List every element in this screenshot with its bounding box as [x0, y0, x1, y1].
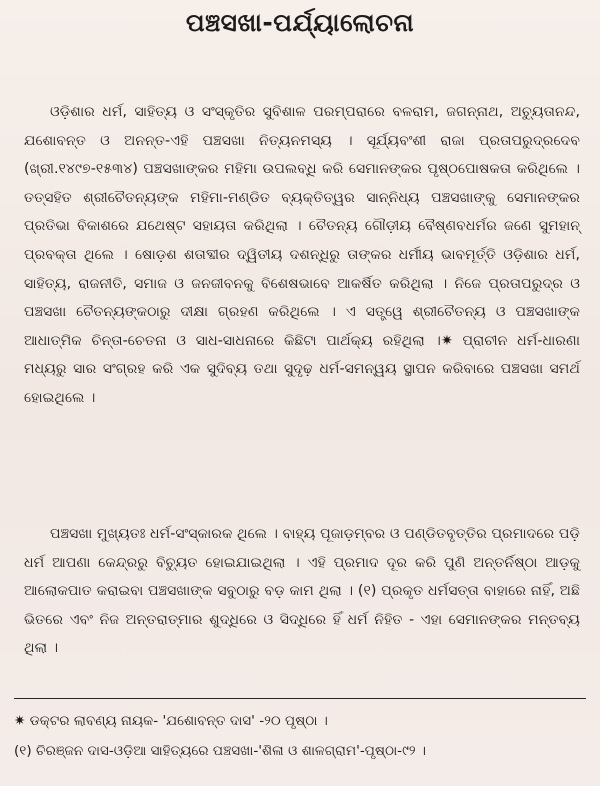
footnote-2: (୧) ଚିରଞ୍ଜନ ଦାସ-ଓଡ଼ିଆ ସାହିତ୍ୟରେ ପଞ୍ଚସଖା-'ଶିଳା ଓ ଶାଳଗ୍ରାମ'-ପୃଷ୍ଠା-୯୨ ।: [14, 743, 427, 759]
footnote-divider: [14, 698, 586, 699]
footnote-1: ✷ ଡକ୍ଟର ଲାବଣ୍ୟ ନାୟକ- 'ଯଶୋବନ୍ତ ଦାସ' -୨୦ ପୃଷ୍ଠା ।: [14, 713, 328, 729]
page-title: ପଞ୍ଚସଖା-ପର୍ଯ୍ୟାଲୋଚନା: [185, 8, 415, 37]
body-paragraph-2: ପଞ୍ଚସଖା ମୁଖ୍ୟତଃ ଧର୍ମ-ସଂସ୍କାରକ ଥିଲେ । ବାହ୍ୟ ପୂଜାଡ଼ମ୍ବର ଓ ପଣ୍ଡିତବୃତ୍ତିର ପ୍ରମାଦରେ ପଡ଼ି ଧର୍ମ ଆପଣା କେନ୍ଦ୍ରରୁ ବିଚ୍ୟୁତ ହୋଇଯାଇଥିଲା । ଏହି ପ୍ରମାଦ ଦୂର କରି ପୁଣି ଅନ୍ତର୍ନିଷ୍ଠା ଆଡ଼କୁ ଆଲୋକପାତ କରାଇବା ପଞ୍ଚସଖାଙ୍କ ସବୁଠାରୁ ବଡ଼ କାମ ଥିଲା । (୧) ପ୍ରକୃତ ଧର୍ମସତ୍ତା ବାହାରେ ନାହିଁ, ଅଛି ଭିତରେ ଏବଂ ନିଜ ଅନ୍ତରାତ୍ମାର ଶୁଦ୍ଧିରେ ଓ ସିଦ୍ଧିରେ ହିଁ ଧର୍ମ ନିହିତ - ଏହା ସେମାନଙ୍କର ମନ୍ତବ୍ୟ ଥିଲା ।: [24, 526, 580, 657]
body-paragraph-1: ଓଡ଼ିଶାର ଧର୍ମ, ସାହିତ୍ୟ ଓ ସଂସ୍କୃତିର ସୁବିଶାଳ ପରମ୍ପରାରେ ବଳରାମ, ଜଗନ୍ନାଥ, ଅଚ୍ୟୁତାନନ୍ଦ, ଯଶୋବନ୍ତ ଓ ଅନନ୍ତ-ଏହି ପଞ୍ଚସଖା ନିତ୍ୟନମସ୍ୟ । ସୂର୍ଯ୍ୟବଂଶୀ ରାଜା ପ୍ରତାପରୁଦ୍ରଦେବ (ଖ୍ରୀ.୧୪୯୭-୧୫୩୪) ପଞ୍ଚସଖାଙ୍କର ମହିମା ଉପଲବ୍ଧି କରି ସେମାନଙ୍କର ପୃଷ୍ଠପୋଷକତା କରିଥିଲେ । ତତ୍ସହିତ ଶ୍ରୀଚୈତନ୍ୟଙ୍କ ମହିମା-ମଣ୍ଡିତ ବ୍ୟକ୍ତିତ୍ୱର ସାନ୍ନିଧ୍ୟ ପଞ୍ଚସଖାଙ୍କୁ ସେମାନଙ୍କର ପ୍ରତିଭା ବିକାଶରେ ଯଥେଷ୍ଟ ସହାୟତା କରିଥିଲା । ଚୈତନ୍ୟ ଗୌଡ଼ୀୟ ବୈଷ୍ଣବଧର୍ମର ଜଣେ ସୁମହାନ୍ ପ୍ରବକ୍ତା ଥିଲେ । ଷୋଡ଼ଶ ଶତାବ୍ଦୀର ଦ୍ୱିତୀୟ ଦଶନ୍ଧିରୁ ତାଙ୍କର ଧର୍ମୀୟ ଭାବମୂର୍ତ୍ତି ଓଡ଼ିଶାର ଧର୍ମ, ସାହିତ୍ୟ, ରାଜନୀତି, ସମାଜ ଓ ଜନଜୀବନକୁ ବିଶେଷଭାବେ ଆକର୍ଷିତ କରିଥିଲା । ନିଜେ ପ୍ରତାପରୁଦ୍ର ଓ ପଞ୍ଚସଖା ଚୈତନ୍ୟଙ୍କଠାରୁ ଦୀକ୍ଷା ଗ୍ରହଣ କରିଥିଲେ । ଏ ସତ୍ତ୍ୱେ ଶ୍ରୀଚୈତନ୍ୟ ଓ ପଞ୍ଚସଖାଙ୍କ ଆଧାତ୍ମିକ ଚିନ୍ତା-ଚେତନା ଓ ସାଧ-ସାଧନାରେ କିଛିଟା ପାର୍ଥକ୍ୟ ରହିଥିଲା ।✷ ପ୍ରାଚୀନ ଧର୍ମ-ଧାରଣା ମଧ୍ୟରୁ ସାର ସଂଗ୍ରହ କରି ଏକ ସୁଦିବ୍ୟ ତଥା ସୁଦୃଢ଼ ଧର୍ମ-ସମନ୍ୱୟ ସ୍ଥାପନ କରିବାରେ ପଞ୍ଚସଖା ସମର୍ଥ ହୋଇଥିଲେ ।: [24, 104, 580, 406]
